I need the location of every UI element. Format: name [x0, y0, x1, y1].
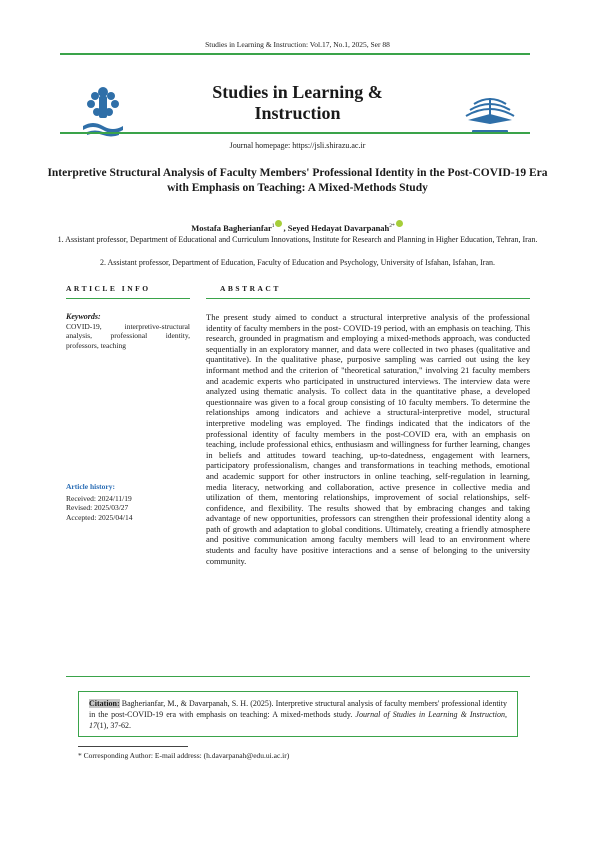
- article-history-block: [66, 482, 190, 522]
- orcid-icon[interactable]: [275, 220, 282, 227]
- revised-date: Revised: 2025/03/27: [66, 503, 129, 512]
- orcid-icon[interactable]: [396, 220, 403, 227]
- accepted-date: Accepted: 2025/04/14: [66, 512, 133, 522]
- abstract-bottom-rule: [66, 676, 530, 677]
- citation-volume: 17: [89, 721, 97, 730]
- citation-tail: (1), 37-62.: [97, 721, 131, 730]
- citation-box: [78, 691, 518, 737]
- received-date: Received: 2024/11/19: [66, 493, 132, 503]
- journal-logo: [458, 80, 522, 140]
- paper-title: Interpretive Structural Analysis of Faculty Members' Professional Identity in the Post-COVID-19 Era with Emphasis on Teaching: A Mixed-Methods Study: [47, 167, 548, 194]
- abstract-text: The present study aimed to conduct a structural interpretive analysis of the professional identity of faculty members in the post- COVID-19 period, with an emphasis on teaching. This research, grounded in pragmatism and employing a mixed-methods approach, was conducted sequentially in an exploratory manner, and data were collected in two phases (qualitative and quantitative). In the qualitative phase, purposive sampling was carried out using the key informant method and the criterion of "theoretical saturation," involving 21 faculty members and academic experts who participated in unstructured interviews. The interview data were analyzed using thematic analysis. To collect data in the quantitative phase, a developed questionnaire was given to a focal group consisting of 10 faculty members. To determine the relationships among indicators and achieve a structural-interpretive model, structural interpretive modeling was employed. The findings indicated that the indicators of the professional identity of faculty members in the post-COVID era, with an emphasis on teaching, include professional ethics, enthusiasm and willingness for further learning, changes in beliefs and attitudes toward teaching, up-to-datedness, engagement with learners, participatory professionalism, changes and transformations in teaching methods, emotional and academic support for other instructors in online teaching, self-regulation in learning, media literacy, networking and collaboration, active presence in collective media and utilization of them, mentoring relationships, improvement of social relationships, self-confidence, and flexibility. The results showed that by embracing changes and taking advantage of new opportunities, professors can strengthen their professional identity along a path of growth and adaptation to global conditions. Ultimately, creating a friendly atmosphere and positive communication among faculty members will lead to an environment where students and faculty have positive interactions and a sense of belonging to the university community.: [206, 312, 530, 566]
- authors-line: [0, 220, 595, 233]
- journal-homepage[interactable]: Journal homepage: https://jsli.shirazu.ac.ir: [229, 141, 366, 150]
- journal-title: Studies in Learning & Instruction: [212, 82, 383, 123]
- keywords-block: [66, 312, 190, 350]
- citation-comma: ,: [505, 710, 507, 719]
- corresponding-author-footnote: * Corresponding Author: E-mail address: (h.davarpanah@edu.ui.ac.ir): [78, 751, 290, 760]
- author-2-name: Seyed Hedayat Davarpanah: [287, 222, 390, 233]
- citation-journal: Journal of Studies in Learning & Instruction: [355, 710, 505, 719]
- author-1-name: Mostafa Bagherianfar: [191, 222, 272, 233]
- abstract-rule: [206, 298, 530, 299]
- history-label: Article history:: [66, 482, 115, 491]
- author-1-sup: 1: [271, 223, 275, 229]
- abstract-heading: ABSTRACT: [220, 284, 281, 293]
- author-separator: ,: [283, 222, 288, 233]
- affiliation-2: 2. Assistant professor, Department of Education, Faculty of Education and Psychology, University of Isfahan, Isfahan, Iran.: [99, 258, 496, 267]
- affiliation-1: 1. Assistant professor, Department of Educational and Curriculum Innovations, Institute for Research and Planning in Higher Education, Tehran, Iran.: [57, 235, 538, 244]
- article-info-heading: ARTICLE INFO: [66, 284, 151, 293]
- citation-label: Citation:: [89, 699, 120, 708]
- running-head: Studies in Learning & Instruction: Vol.17, No.1, 2025, Ser 88: [205, 40, 390, 49]
- keywords-text: COVID-19, interpretive-structural analysis, professional identity, professors, teaching: [66, 321, 190, 350]
- university-logo: [75, 82, 131, 138]
- footnote-rule: [78, 746, 188, 747]
- header-rule: [60, 53, 530, 55]
- header-rule-bottom: [60, 132, 530, 134]
- author-2-sup: 2*: [389, 223, 395, 229]
- citation-text: Bagherianfar, M., & Davarpanah, S. H. (2025). Interpretive structural analysis of faculty members' professional identity in the post-COVID-19 era with emphasis on teaching: A mixed-methods study.: [89, 699, 507, 719]
- keywords-label: Keywords:: [66, 312, 101, 321]
- article-info-rule: [66, 298, 190, 299]
